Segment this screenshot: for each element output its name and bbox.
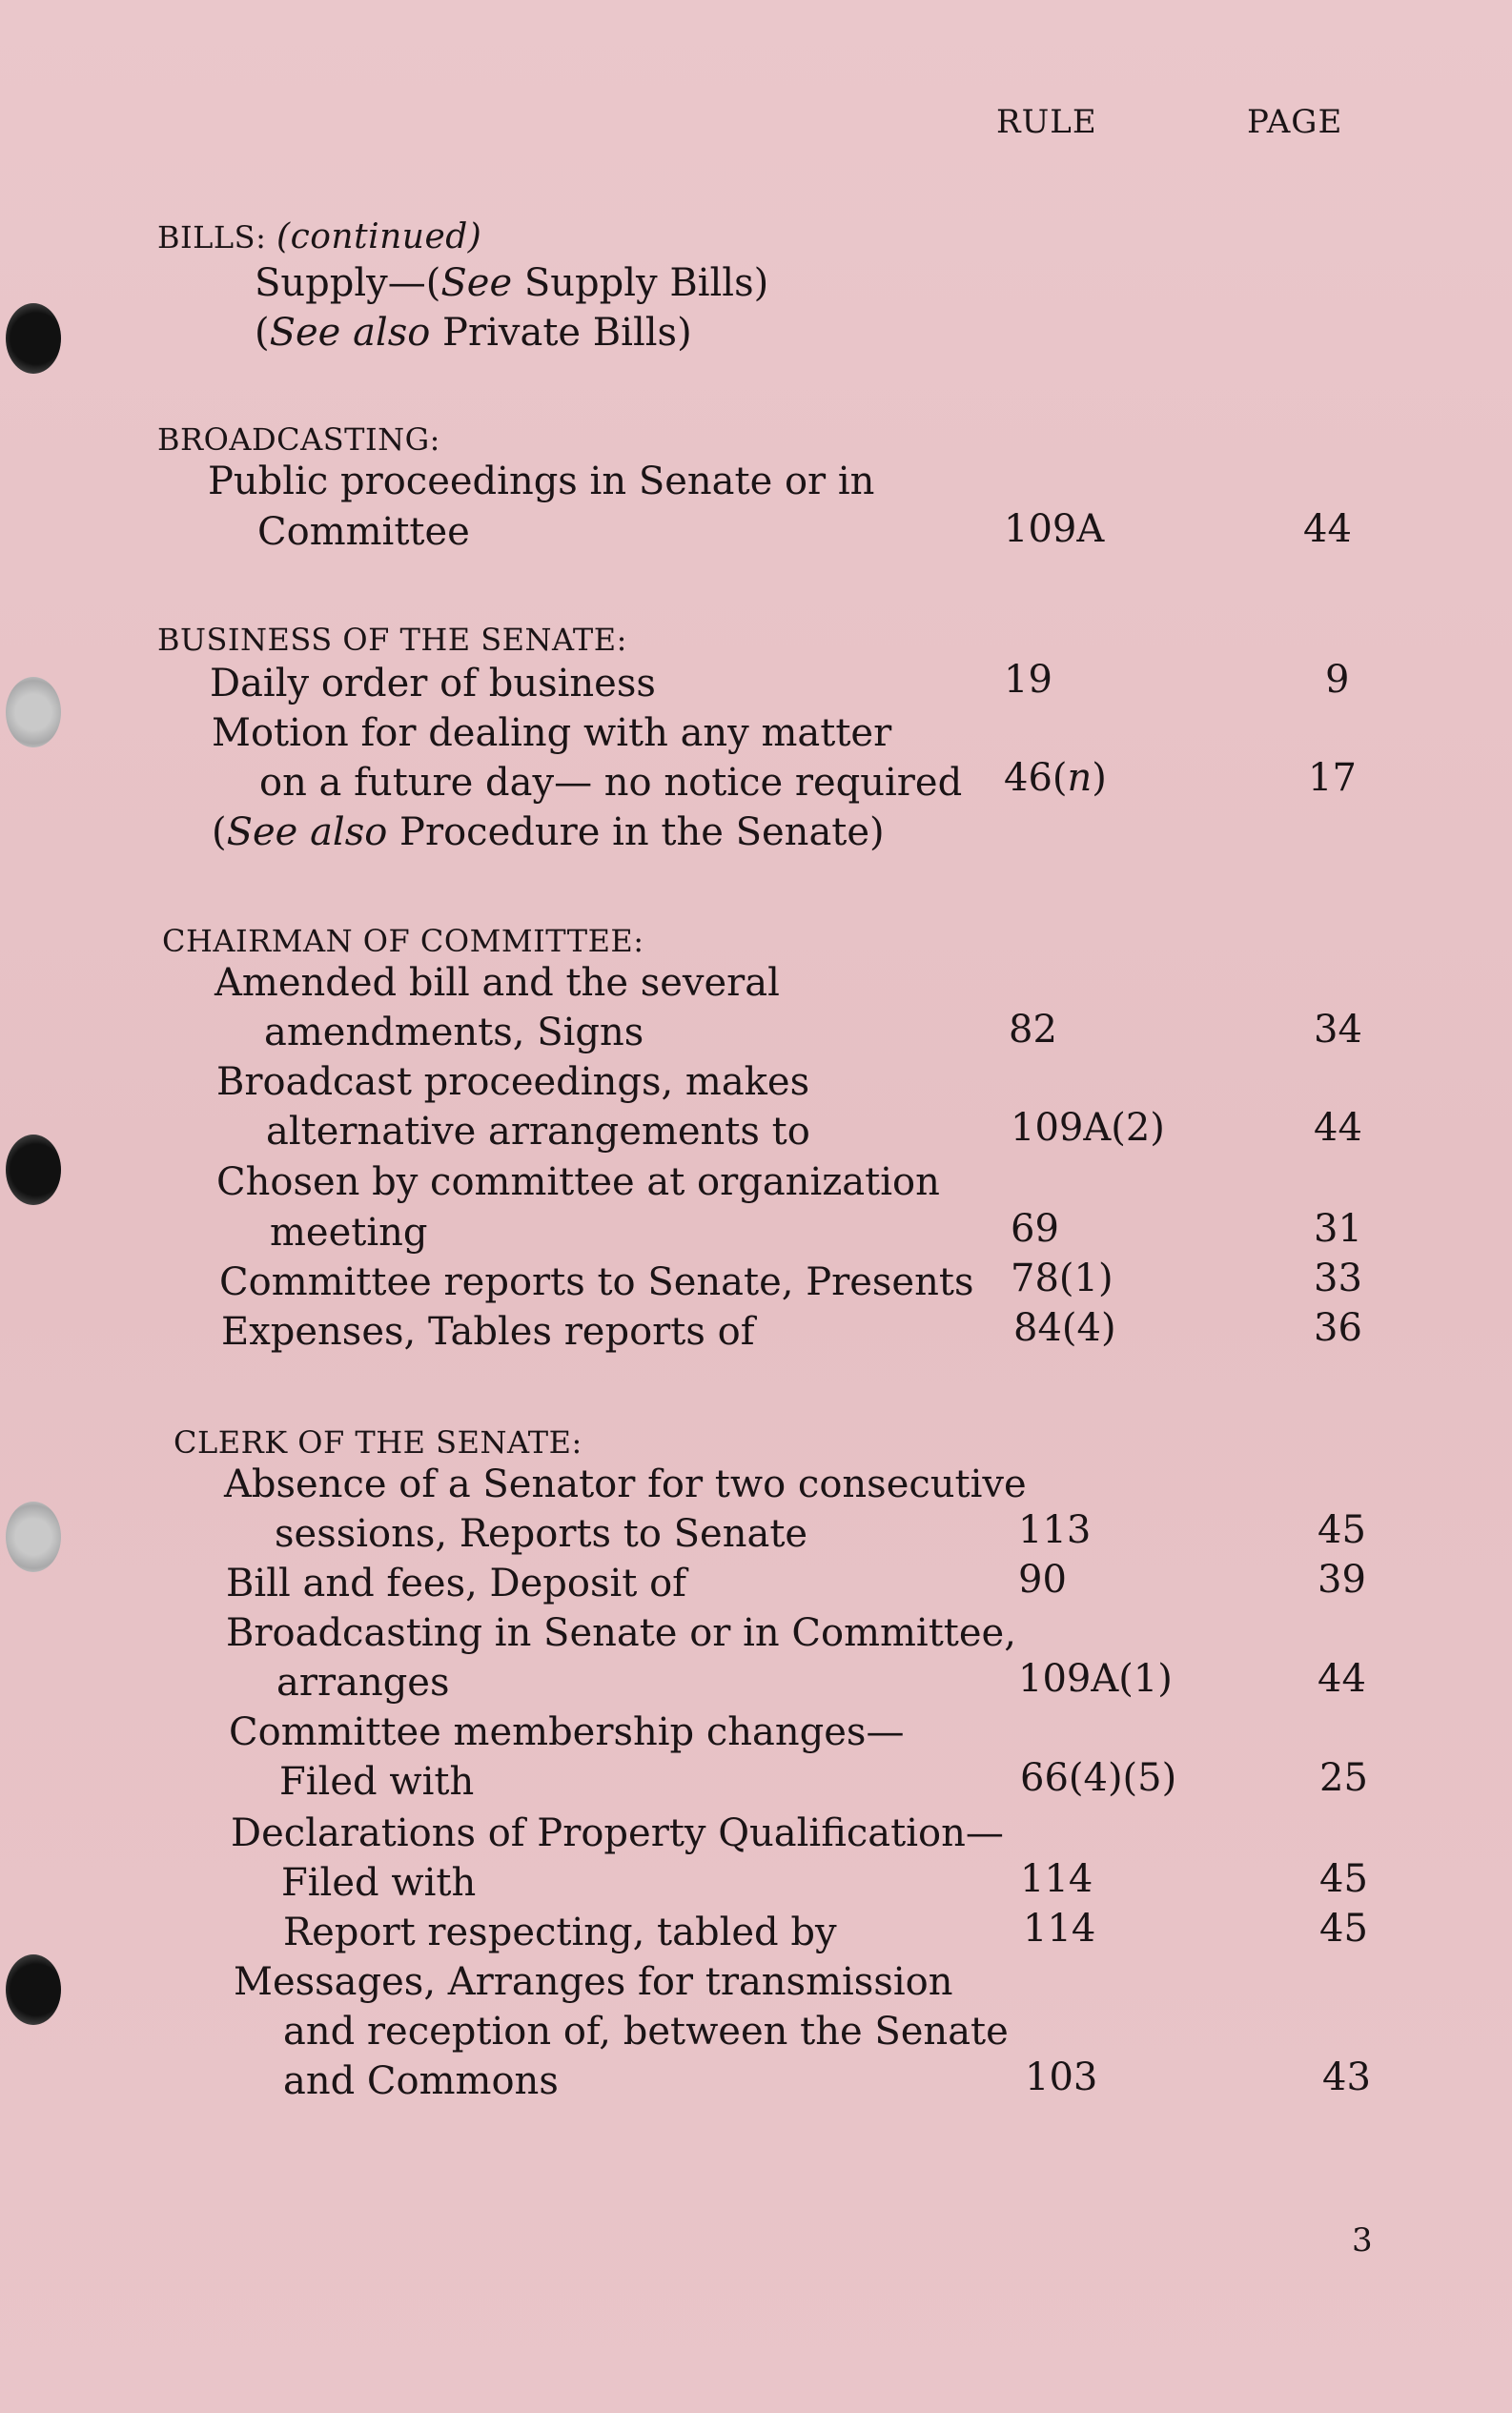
page-number: 44 [1303,507,1352,551]
page-number: 45 [1319,1907,1368,1951]
rule-number: 109A(1) [1018,1657,1173,1701]
index-entry: Broadcast proceedings, makes [216,1060,810,1104]
page-number: 33 [1314,1257,1362,1300]
binder-hole [6,1135,61,1205]
index-entry: Report respecting, tabled by [283,1911,837,1954]
rule-number: 82 [1009,1008,1057,1052]
rule-number: 78(1) [1011,1257,1114,1300]
index-entry: alternative arrangements to [266,1110,810,1154]
rule-number: 19 [1004,658,1052,702]
binder-hole [6,303,61,374]
rule-number: 90 [1018,1558,1067,1602]
page-number: 25 [1319,1756,1368,1800]
index-entry: Bill and fees, Deposit of [226,1562,686,1605]
index-entry: sessions, Reports to Senate [275,1512,808,1556]
page-footer-number: 3 [1352,2221,1373,2260]
index-entry: Absence of a Senator for two consecutive [224,1462,1027,1506]
index-entry: Expenses, Tables reports of [221,1310,755,1354]
index-entry: (See also Private Bills) [255,311,692,355]
index-entry: on a future day— no notice required [259,761,963,805]
rule-number: 114 [1023,1907,1096,1951]
page-number: 31 [1314,1207,1362,1251]
binder-hole [6,677,61,747]
index-entry: Filed with [279,1760,475,1804]
heading-suffix: (continued) [276,217,482,256]
index-entry: Chosen by committee at organization [216,1160,940,1204]
index-entry: arranges [276,1661,450,1705]
index-entry: (See also Procedure in the Senate) [212,810,885,854]
binder-hole [6,1502,61,1572]
page-number: 39 [1318,1558,1366,1602]
page-number: 43 [1322,2055,1371,2099]
index-entry: Public proceedings in Senate or in [208,460,875,503]
index-entry: and Commons [283,2059,559,2103]
index-entry: Motion for dealing with any matter [212,711,892,755]
index-entry: Committee membership changes— [229,1710,905,1754]
rule-number: 69 [1011,1207,1059,1251]
index-entry: Committee reports to Senate, Presents [219,1260,974,1304]
section-heading-clerk: CLERK OF THE SENATE: [174,1424,582,1461]
rule-number: 103 [1025,2055,1098,2099]
section-heading-broadcasting: BROADCASTING: [157,421,440,458]
rule-number: 114 [1020,1857,1093,1901]
page-number: 45 [1319,1857,1368,1901]
rule-number: 113 [1018,1508,1092,1552]
page-column-header: PAGE [1247,103,1343,141]
index-entry: Broadcasting in Senate or in Committee, [226,1611,1016,1655]
index-entry: and reception of, between the Senate [283,2010,1009,2054]
index-entry: Declarations of Property Qualification— [231,1811,1004,1855]
index-entry: amendments, Signs [264,1011,644,1054]
rule-number: 84(4) [1013,1306,1116,1350]
index-entry: Committee [257,510,470,554]
page-number: 36 [1314,1306,1362,1350]
rule-number: 66(4)(5) [1020,1756,1177,1800]
page-number: 9 [1325,658,1350,702]
rule-column-header: RULE [996,103,1097,141]
page-number: 17 [1308,756,1357,800]
index-entry: meeting [270,1211,428,1255]
index-entry: Daily order of business [210,662,656,705]
page-number: 34 [1314,1008,1362,1052]
index-entry: Supply—(See Supply Bills) [255,261,769,305]
index-entry: Amended bill and the several [215,961,780,1005]
page-number: 45 [1318,1508,1366,1552]
page-number: 44 [1318,1657,1366,1701]
section-heading-chairman: CHAIRMAN OF COMMITTEE: [162,923,644,959]
page-number: 44 [1314,1106,1362,1150]
rule-number: 109A [1004,507,1105,551]
index-entry: Messages, Arranges for transmission [234,1960,953,2004]
index-entry: Filed with [281,1861,477,1905]
rule-number: 46(n) [1004,756,1107,800]
rule-number: 109A(2) [1011,1106,1165,1150]
section-heading-business: BUSINESS OF THE SENATE: [157,622,627,658]
binder-hole [6,1954,61,2025]
heading-text: BILLS: [157,219,267,256]
section-heading-bills [157,217,481,256]
